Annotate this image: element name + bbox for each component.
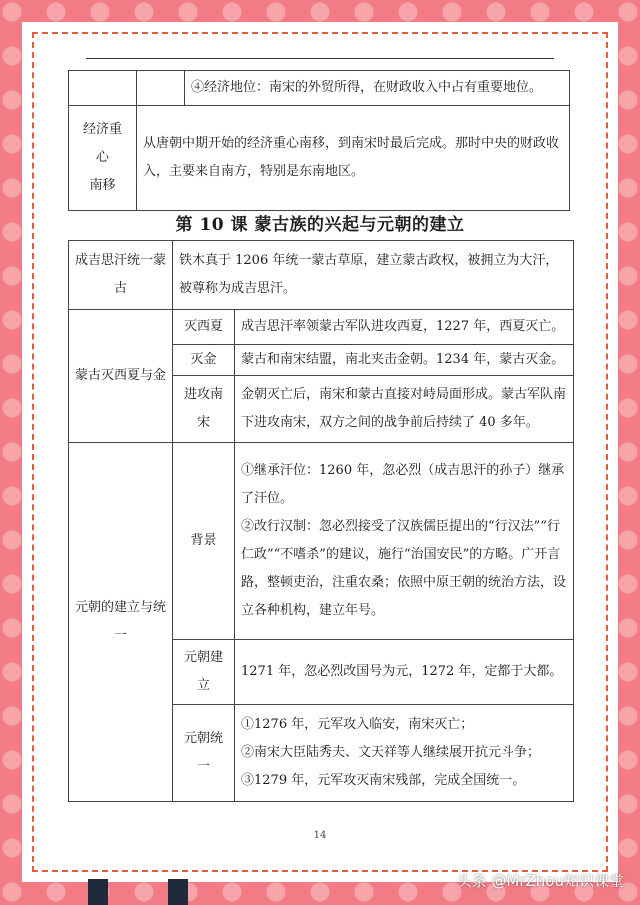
sub-label: 背景 [173, 443, 235, 640]
cell-text: 金朝灭亡后，南宋和蒙古直接对峙局面形成。蒙古军队南下进攻南宋，双方之间的战争前后持续了 40 多年。 [235, 376, 574, 443]
row-label-yuan: 元朝的建立与统一 [69, 443, 173, 802]
empty-cell [69, 71, 137, 106]
cell-text: 1271 年，忽必烈改国号为元，1272 年，定都于大都。 [235, 640, 574, 705]
economic-shift-text: 从唐朝中期开始的经济重心南移，到南宋时最后完成。那时中央的财政收入，主要来自南方，特别是东南地区。 [137, 106, 570, 211]
cell-text: ①继承汗位：1260 年，忽必烈（成吉思汗的孙子）继承了汗位。 ②改行汉制：忽必烈接受了汉族儒臣提出的“行汉法”“行仁政”“不嗜杀”的建议，施行“治国安民”的方略。广开言路，整顿吏治，注重农桑；依照中原王朝的统治方法，设立各种机构，建立年号。 [235, 443, 574, 640]
economic-status-text: ④经济地位：南宋的外贸所得，在财政收入中占有重要地位。 [185, 71, 570, 106]
sub-label: 灭金 [173, 345, 235, 376]
lesson-title: 第 10 课 蒙古族的兴起与元朝的建立 [175, 215, 465, 235]
cell-text: ①1276 年，元军攻入临安，南宋灭亡； ②南宋大臣陆秀夫、文天祥等人继续展开抗元斗争； ③1279 年，元军攻灭南宋残部，完成全国统一。 [235, 705, 574, 802]
cell-text: 蒙古和南宋结盟，南北夹击金朝。1234 年，蒙古灭金。 [235, 345, 574, 376]
table-row [69, 71, 570, 106]
row-label-unify: 成吉思汗统一蒙古 [69, 241, 173, 310]
page-number: 14 [313, 830, 327, 841]
decorative-foot [168, 879, 188, 905]
table-row [69, 241, 574, 310]
sub-label: 灭西夏 [173, 310, 235, 345]
sub-label: 进攻南宋 [173, 376, 235, 443]
sub-label: 元朝统一 [173, 705, 235, 802]
table-lesson-10 [68, 240, 574, 802]
unify-text: 铁木真于 1206 年统一蒙古草原，建立蒙古政权，被拥立为大汗，被尊称为成吉思汗。 [173, 241, 574, 310]
cell-text: 成吉思汗率领蒙古军队进攻西夏，1227 年，西夏灭亡。 [235, 310, 574, 345]
empty-cell [137, 71, 185, 106]
table-row [69, 443, 574, 640]
watermark: 头条 @MrZhou知识课堂 [456, 872, 624, 890]
row-label-destroy: 蒙古灭西夏与金 [69, 310, 173, 443]
page-sheet [22, 22, 618, 882]
header-rule [86, 58, 554, 59]
table-row [69, 106, 570, 211]
table-row [69, 310, 574, 345]
sub-label: 元朝建立 [173, 640, 235, 705]
table-continued [68, 70, 570, 211]
decorative-foot [88, 879, 108, 905]
row-label-economic-shift: 经济重 心 南移 [69, 106, 137, 211]
